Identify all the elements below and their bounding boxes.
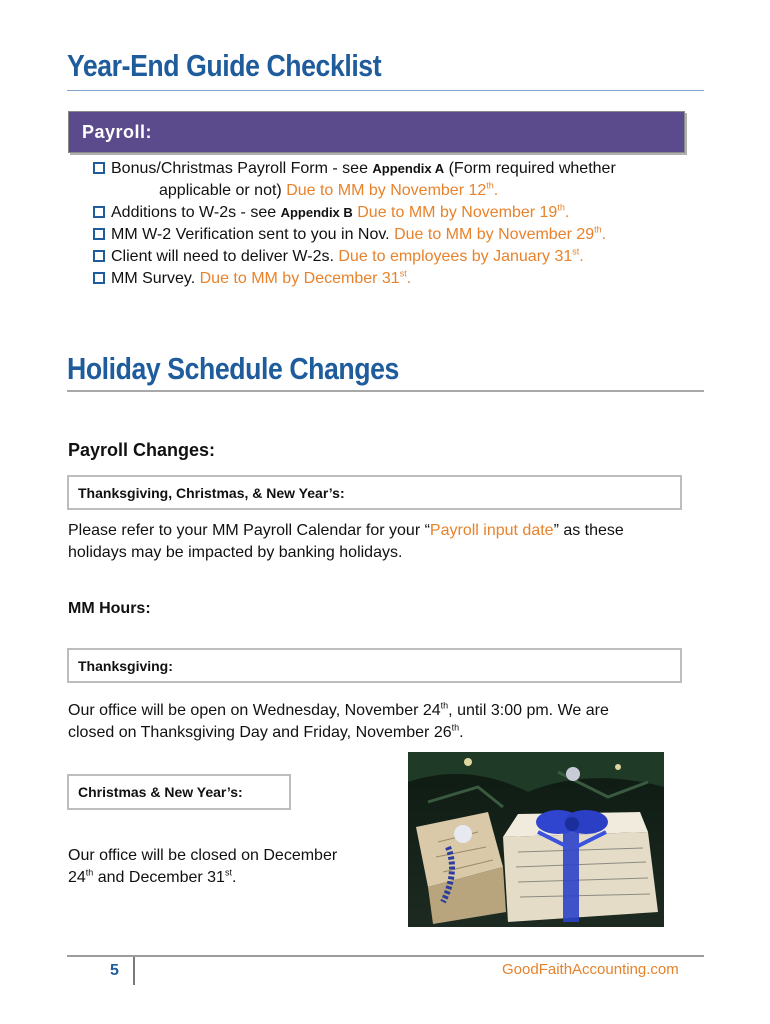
- payroll-header-label: Payroll:: [82, 122, 153, 142]
- payroll-changes-text: Please refer to your MM Payroll Calendar for your “Payroll input date” as these holidays may be impacted by banking holidays.: [68, 522, 624, 561]
- checkbox-icon[interactable]: [93, 272, 105, 284]
- checklist: [93, 158, 616, 290]
- page-title: Year-End Guide Checklist: [67, 48, 382, 83]
- appendix-a-label: Appendix A: [372, 161, 445, 176]
- checklist-item: Additions to W-2s - see Appendix B Due to MM by November 19th.: [93, 202, 616, 224]
- checklist-item-continued: applicable or not) Due to MM by November 12th.: [159, 180, 499, 199]
- checkbox-icon[interactable]: [93, 206, 105, 218]
- payroll-changes-box: [67, 475, 682, 510]
- checkbox-icon[interactable]: [93, 162, 105, 174]
- payroll-header-bar: [68, 111, 685, 153]
- checkbox-icon[interactable]: [93, 228, 105, 240]
- page-number: 5: [110, 962, 119, 979]
- footer-divider: [67, 955, 704, 957]
- payroll-input-date-link: Payroll input date: [429, 522, 554, 539]
- footer-page-separator: [133, 957, 135, 985]
- payroll-changes-heading: Payroll Changes:: [68, 440, 216, 460]
- checklist-item: MM Survey. Due to MM by December 31st.: [93, 268, 616, 290]
- thanksgiving-text: Our office will be open on Wednesday, November 24th, until 3:00 pm. We are closed on Thanksgiving Day and Friday, November 26th.: [68, 700, 609, 741]
- christmas-box: [67, 774, 291, 810]
- payroll-changes-box-label: Thanksgiving, Christmas, & New Year’s:: [78, 484, 345, 501]
- gift-photo-illustration: [408, 752, 664, 927]
- mm-hours-heading: MM Hours:: [68, 600, 151, 617]
- christmas-text: Our office will be closed on December 24th and December 31st.: [68, 847, 338, 886]
- holiday-divider: [67, 390, 704, 392]
- checkbox-icon[interactable]: [93, 250, 105, 262]
- thanksgiving-box: [67, 648, 682, 683]
- checklist-item: Bonus/Christmas Payroll Form - see Appendix A (Form required whether: [93, 158, 616, 180]
- gift-photo: [408, 752, 664, 927]
- title-divider: [67, 90, 704, 91]
- footer-site-link[interactable]: GoodFaithAccounting.com: [502, 961, 679, 978]
- holiday-title: Holiday Schedule Changes: [67, 351, 399, 386]
- checklist-item: Client will need to deliver W-2s. Due to employees by January 31st.: [93, 246, 616, 268]
- appendix-b-label: Appendix B: [280, 205, 353, 220]
- thanksgiving-box-label: Thanksgiving:: [78, 657, 173, 674]
- christmas-box-label: Christmas & New Year’s:: [78, 784, 243, 800]
- checklist-item: MM W-2 Verification sent to you in Nov. Due to MM by November 29th.: [93, 224, 616, 246]
